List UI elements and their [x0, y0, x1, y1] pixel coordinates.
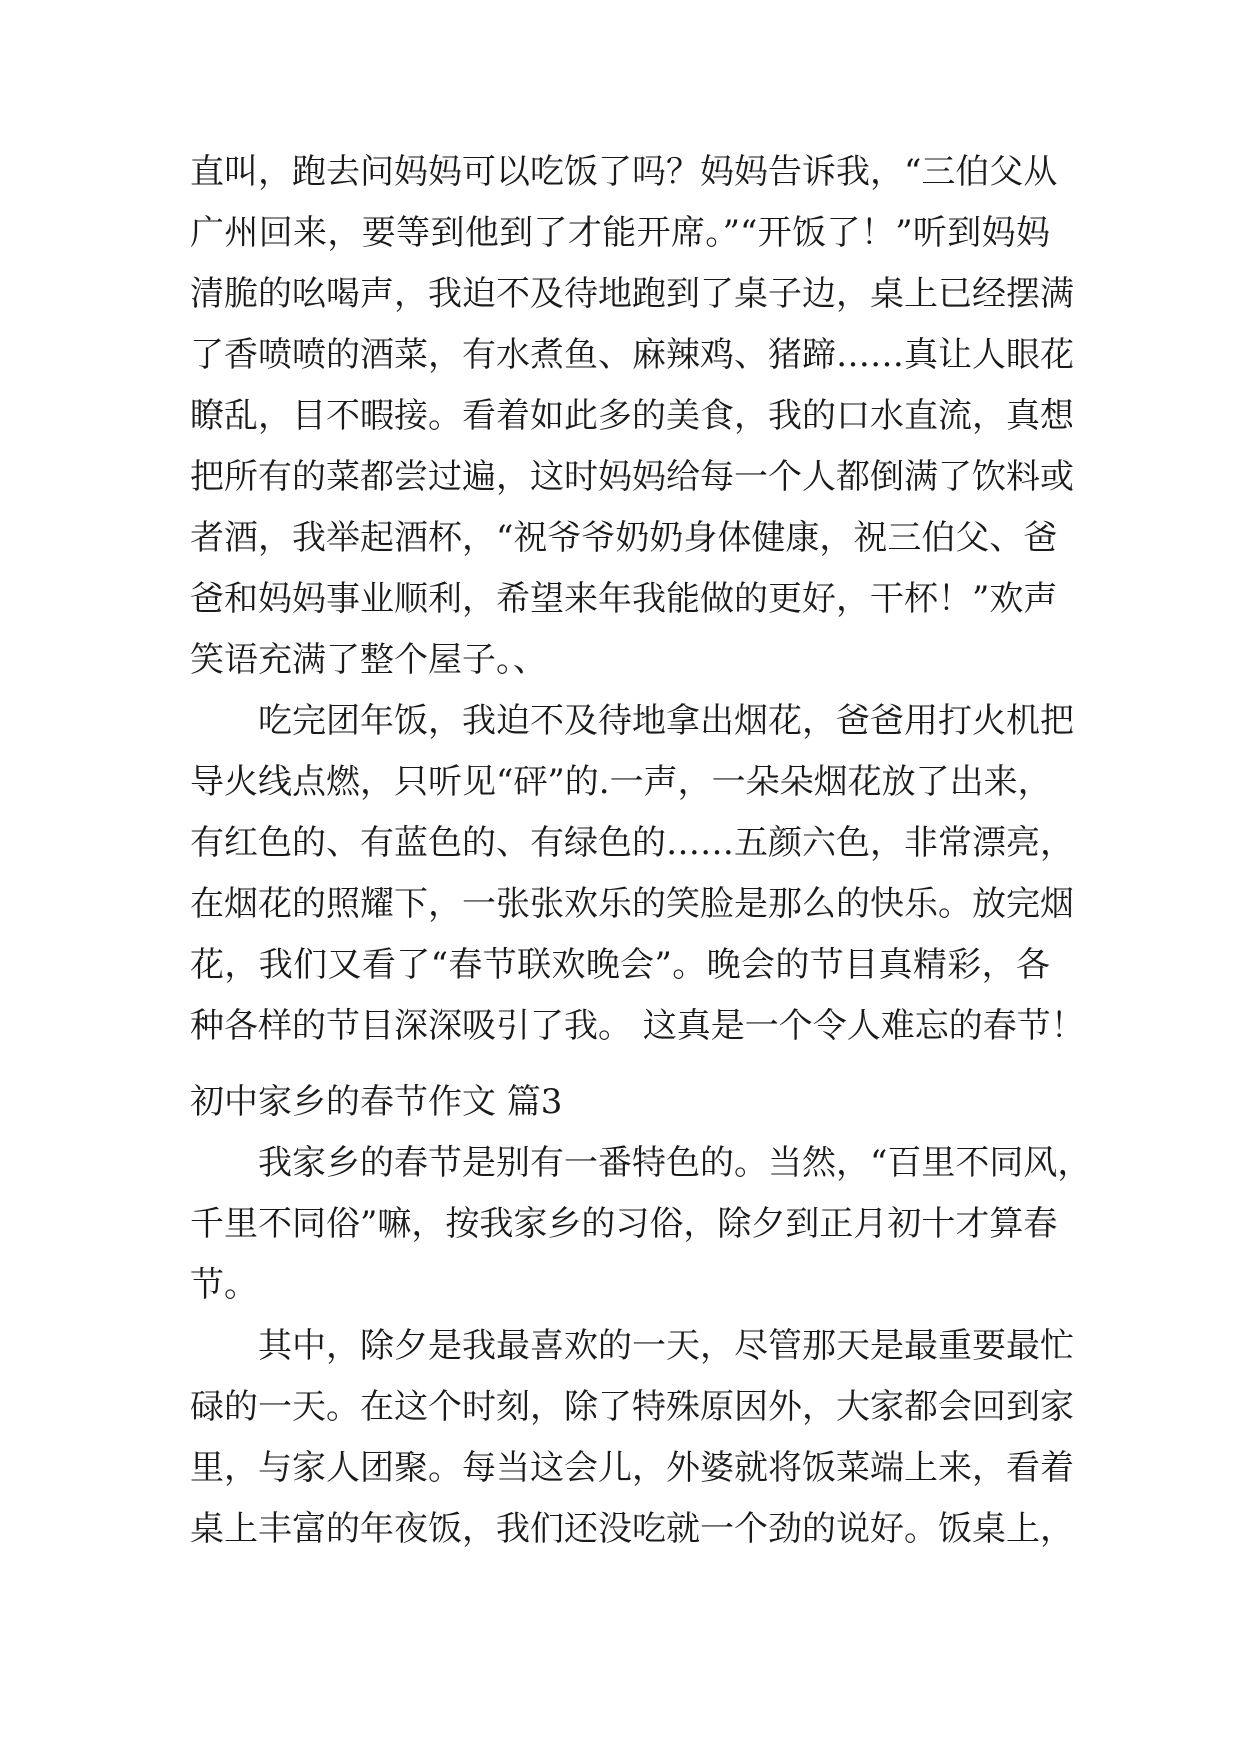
section-heading: 初中家乡的春节作文 篇3 — [190, 1082, 563, 1122]
text-line: 瞭乱，目不暇接。看着如此多的美食，我的口水直流，真想 — [190, 396, 1074, 436]
text-line: 有红色的、有蓝色的、有绿色的……五颜六色，非常漂亮， — [190, 823, 1074, 863]
text-line: 节。 — [190, 1265, 258, 1305]
text-line: 清脆的吆喝声，我迫不及待地跑到了桌子边，桌上已经摆满 — [190, 274, 1074, 314]
text-line: 碌的一天。在这个时刻，除了特殊原因外，大家都会回到家 — [190, 1387, 1074, 1427]
text-line: 我家乡的春节是别有一番特色的。当然，“百里不同风， — [258, 1143, 1092, 1183]
text-line: 千里不同俗”嘛，按我家乡的习俗，除夕到正月初十才算春 — [190, 1204, 1058, 1244]
text-line: 直叫，跑去问妈妈可以吃饭了吗？妈妈告诉我，“三伯父从 — [190, 152, 1058, 192]
text-line: 在烟花的照耀下，一张张欢乐的笑脸是那么的快乐。放完烟 — [190, 884, 1074, 924]
text-line: 其中，除夕是我最喜欢的一天，尽管那天是最重要最忙 — [258, 1326, 1074, 1366]
text-line: 把所有的菜都尝过遍，这时妈妈给每一个人都倒满了饮料或 — [190, 457, 1074, 497]
text-line: 里，与家人团聚。每当这会儿，外婆就将饭菜端上来，看着 — [190, 1448, 1074, 1488]
paragraph-intro — [190, 1133, 1092, 1316]
text-line: 爸和妈妈事业顺利，希望来年我能做的更好，干杯！”欢声 — [190, 579, 1058, 619]
text-line: 广州回来，要等到他到了才能开席。”“开饭了！”听到妈妈 — [190, 213, 1050, 253]
paragraph-continuation — [190, 142, 1074, 691]
text-line: 笑语充满了整个屋子。、 — [190, 640, 547, 680]
text-line: 花，我们又看了“春节联欢晚会”。晚会的节目真精彩，各 — [190, 945, 1050, 985]
text-line: 了香喷喷的酒菜，有水煮鱼、麻辣鸡、猪蹄……真让人眼花 — [190, 335, 1074, 375]
text-line: 桌上丰富的年夜饭，我们还没吃就一个劲的说好。饭桌上， — [190, 1509, 1074, 1549]
paragraph-eve — [190, 1316, 1074, 1560]
text-line: 种各样的节目深深吸引了我。 这真是一个令人难忘的春节！ — [190, 1006, 1085, 1046]
text-line: 者酒，我举起酒杯，“祝爷爷奶奶身体健康，祝三伯父、爸 — [190, 518, 1058, 558]
paragraph-fireworks — [190, 691, 1085, 1057]
text-line: 吃完团年饭，我迫不及待地拿出烟花，爸爸用打火机把 — [258, 701, 1074, 741]
text-line: 导火线点燃，只听见“砰”的.一声，一朵朵烟花放了出来， — [190, 762, 1052, 802]
